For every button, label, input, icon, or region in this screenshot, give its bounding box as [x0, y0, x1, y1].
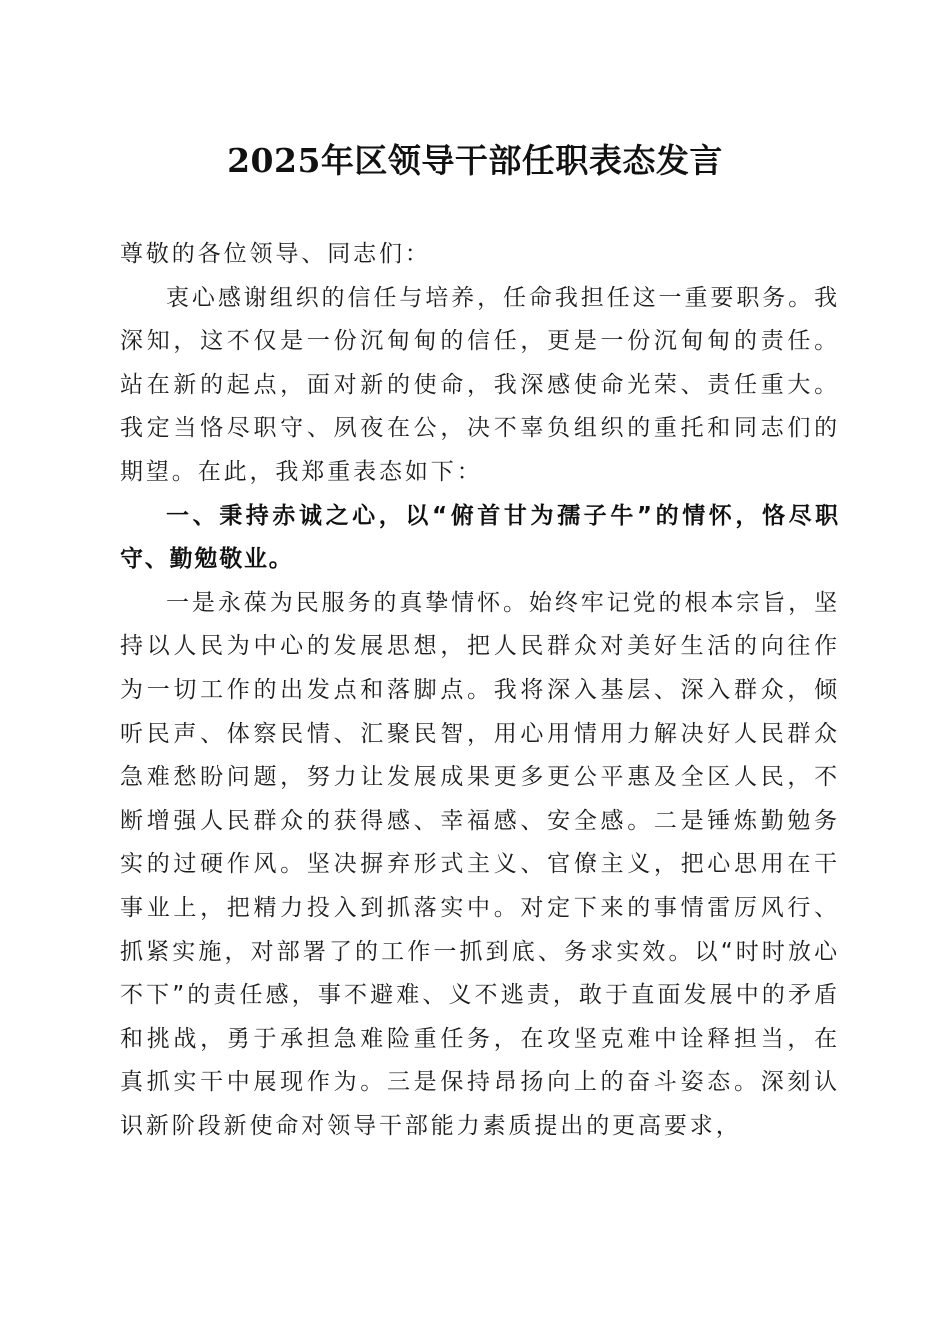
paragraph-section-1: 一是永葆为民服务的真挚情怀。始终牢记党的根本宗旨，坚持以人民为中心的发展思想，把人民群众对美好生活的向往作为一切工作的出发点和落脚点。我将深入基层、深入群众，倾听民声、体察民情、汇聚民智，用心用情用力解决好人民群众急难愁盼问题，努力让发展成果更多更公平惠及全区人民，不断增强人民群众的获得感、幸福感、安全感。二是锤炼勤勉务实的过硬作风。坚决摒弃形式主义、官僚主义，把心思用在干事业上，把精力投入到抓落实中。对定下来的事情雷厉风行、抓紧实施，对部署了的工作一抓到底、务求实效。以“时时放心不下”的责任感，事不避难、义不逃责，敢于直面发展中的矛盾和挑战，勇于承担急难险重任务，在攻坚克难中诠释担当，在真抓实干中展现作为。三是保持昂扬向上的奋斗姿态。深刻认识新阶段新使命对领导干部能力素质提出的更高要求， — [120, 589, 840, 1139]
paragraph-intro: 衷心感谢组织的信任与培养，任命我担任这一重要职务。我深知，这不仅是一份沉甸甸的信任，更是一份沉甸甸的责任。站在新的起点，面对新的使命，我深感使命光荣、责任重大。我定当恪尽职守、夙夜在公，决不辜负组织的重托和同志们的期望。在此，我郑重表态如下： — [120, 284, 840, 485]
document-body — [120, 233, 840, 1148]
document-title: 2025年区领导干部任职表态发言 — [227, 141, 723, 180]
section-heading-1: 一、秉持赤诚之心，以“俯首甘为孺子牛”的情怀，恪尽职守、勤勉敬业。 — [120, 502, 840, 573]
salutation: 尊敬的各位领导、同志们： — [120, 241, 431, 267]
